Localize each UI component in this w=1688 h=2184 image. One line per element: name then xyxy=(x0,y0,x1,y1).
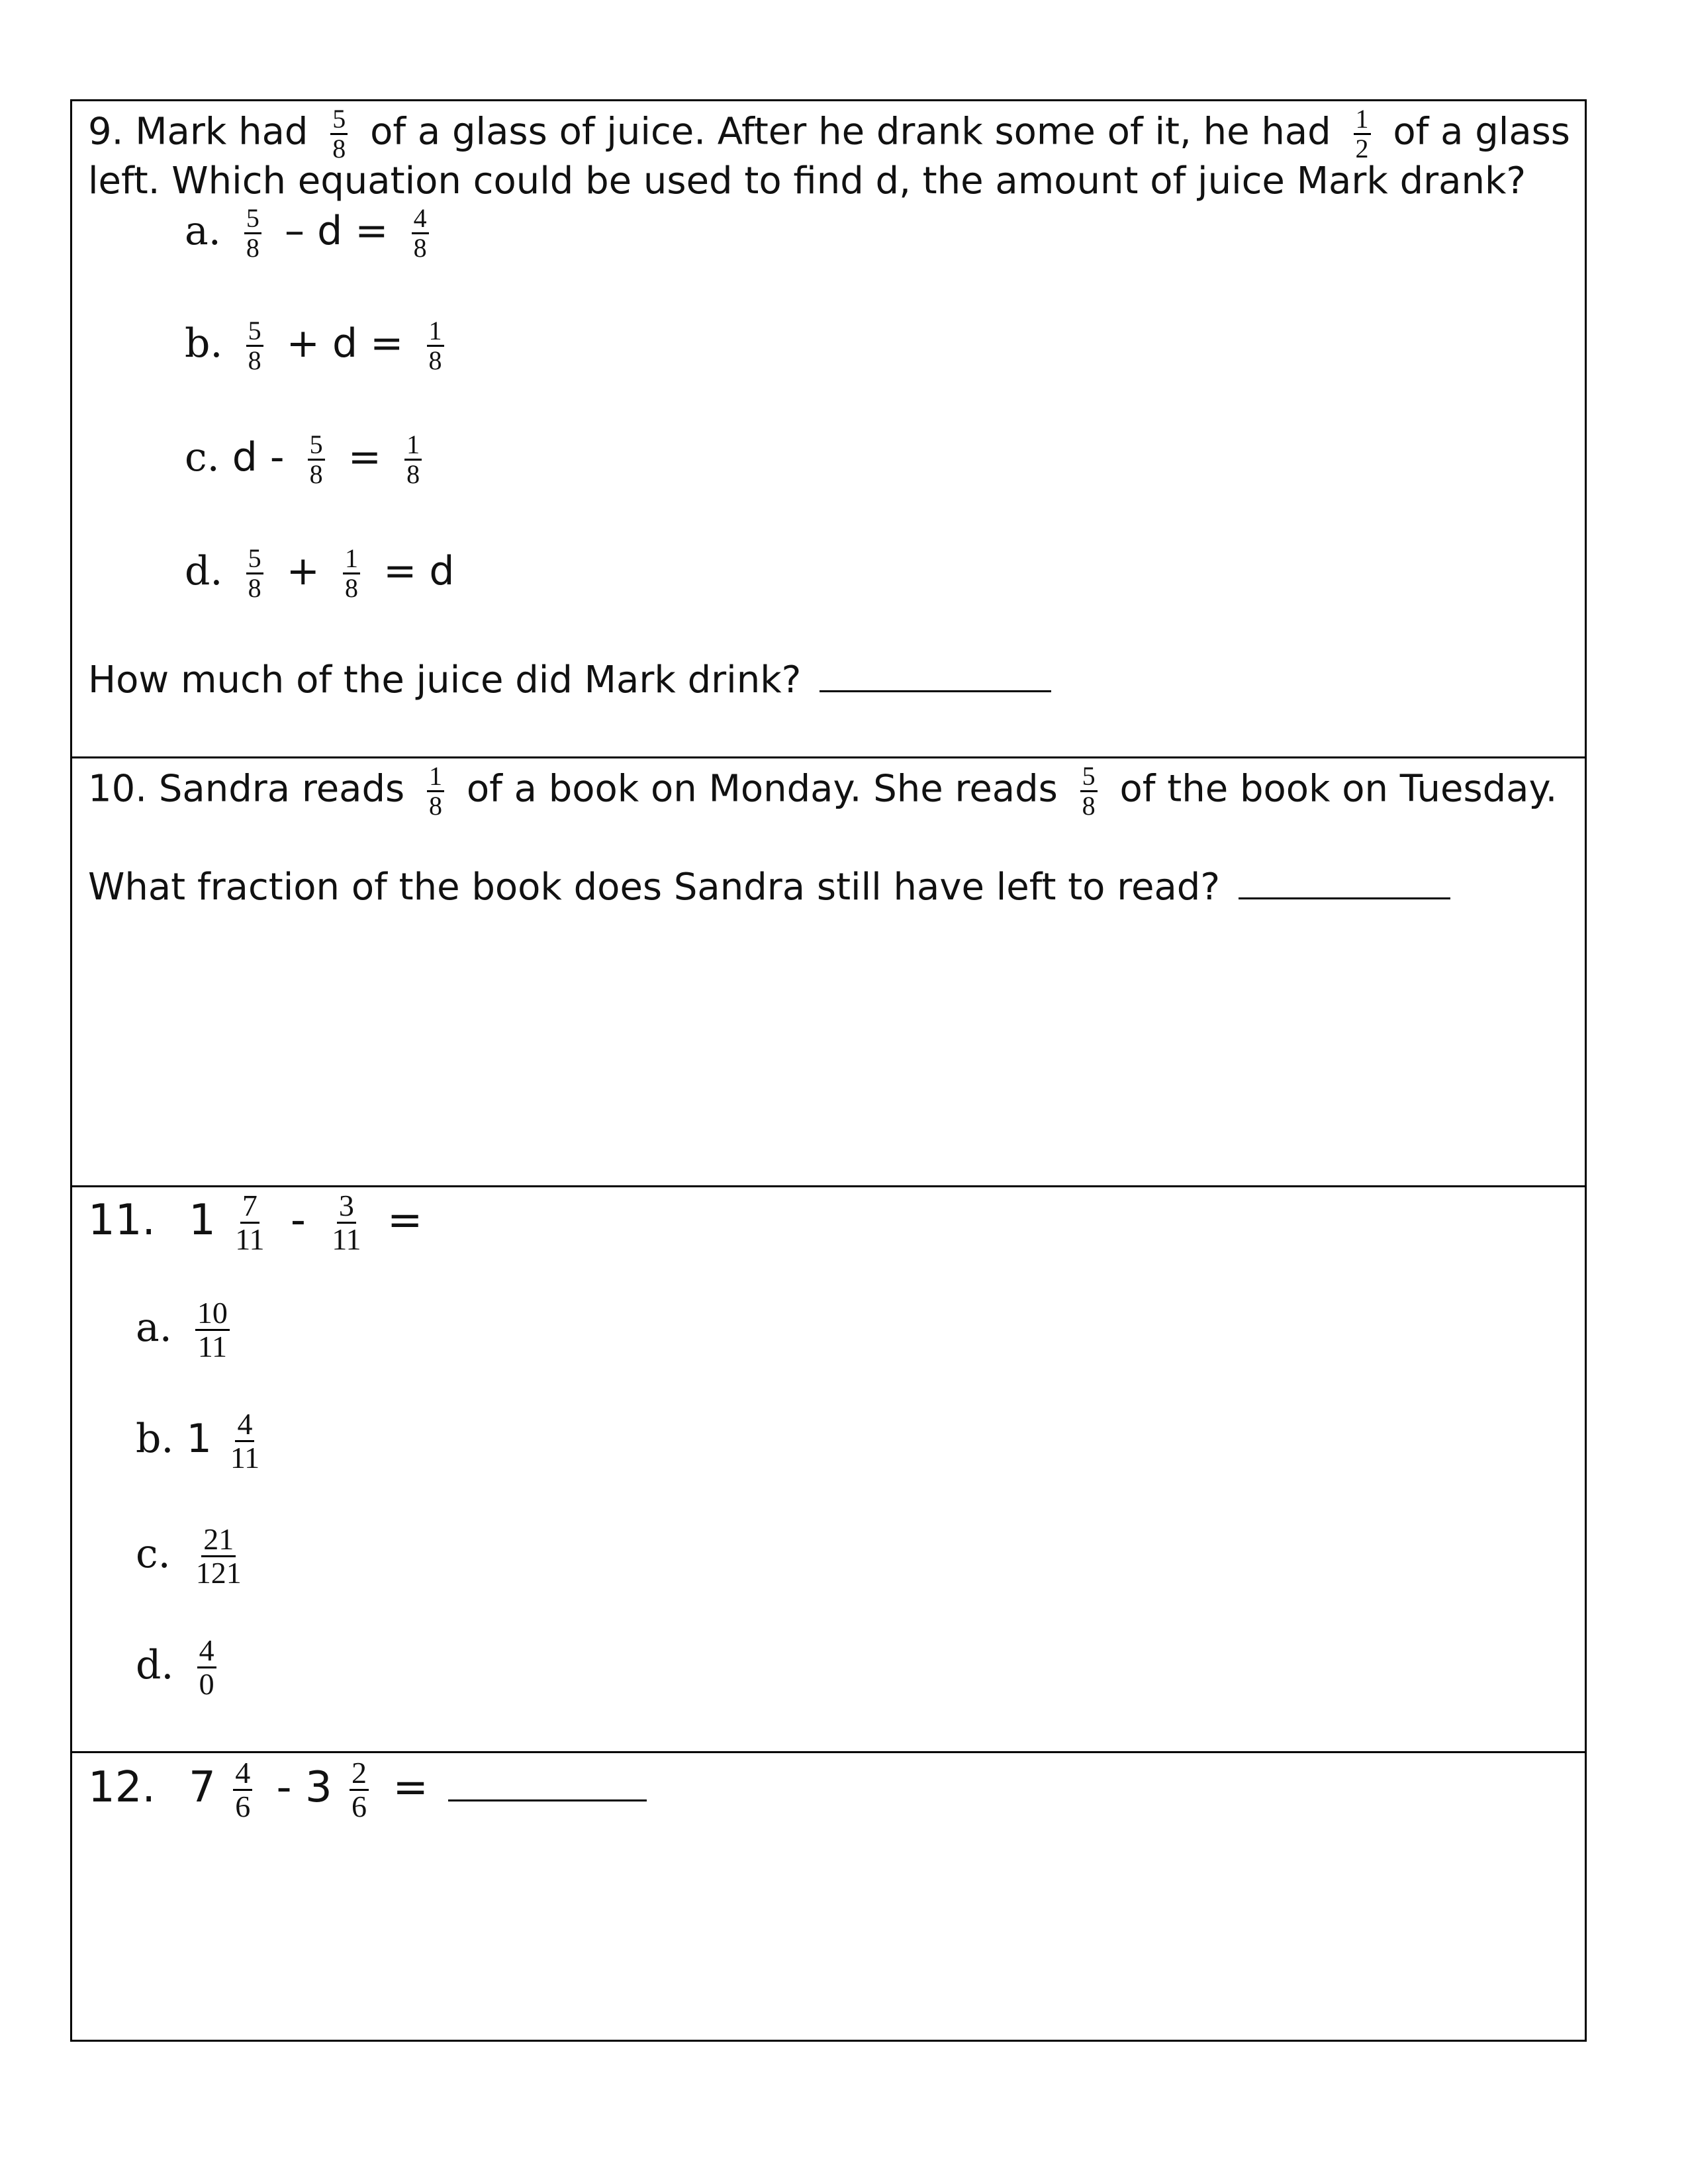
q9-fraction-start-den: 8 xyxy=(332,134,346,163)
question-10-cell xyxy=(72,756,1585,1185)
q11-option-a-letter: a. xyxy=(136,1304,172,1351)
q9-option-d-frac2 xyxy=(343,543,360,603)
q10-text-3: of the book on Tuesday. xyxy=(1119,767,1558,811)
q9-answer-line xyxy=(88,657,1051,704)
q9-fraction-start xyxy=(330,104,348,163)
q9-option-c-frac2-num: 1 xyxy=(404,432,422,461)
q9-option-d xyxy=(185,543,455,603)
q9-option-b-frac2-num: 1 xyxy=(427,318,444,347)
q9-fraction-left xyxy=(1354,104,1371,163)
q9-option-a-frac1 xyxy=(244,203,261,263)
q11-option-b-frac-den: 11 xyxy=(230,1441,260,1475)
q11-option-b-frac xyxy=(228,1407,261,1475)
q12-fraction-1-num: 4 xyxy=(233,1758,252,1791)
q11-whole: 1 xyxy=(189,1196,216,1246)
q9-answer-blank[interactable] xyxy=(820,684,1051,692)
q11-fraction-2-num: 3 xyxy=(337,1191,356,1224)
q9-option-c xyxy=(185,432,432,487)
q9-option-c-op: = xyxy=(348,434,382,481)
q9-fraction-left-num: 1 xyxy=(1354,107,1371,135)
q12-number: 12. xyxy=(88,1763,156,1813)
q11-option-d-letter: d. xyxy=(136,1642,174,1689)
q12-fraction-1 xyxy=(233,1758,252,1821)
q9-option-c-frac1-num: 5 xyxy=(308,432,325,461)
q10-fraction-monday-num: 1 xyxy=(427,764,444,792)
q11-option-c-frac xyxy=(194,1522,244,1590)
q10-fraction-tuesday-num: 5 xyxy=(1080,764,1098,792)
q9-option-a-frac1-den: 8 xyxy=(246,233,259,263)
q11-option-a-frac xyxy=(195,1298,230,1361)
q9-option-a-frac2-num: 4 xyxy=(412,206,429,234)
q12-fraction-1-den: 6 xyxy=(235,1790,251,1823)
q12-fraction-2-num: 2 xyxy=(350,1758,369,1791)
q9-option-b-frac1 xyxy=(246,318,263,373)
q11-option-d-frac-den: 0 xyxy=(199,1667,214,1701)
q10-text-2: of a book on Monday. She reads xyxy=(466,767,1058,811)
q9-option-a-frac1-num: 5 xyxy=(244,206,261,234)
q11-fraction-2 xyxy=(330,1191,363,1254)
q11-option-b-frac-num: 4 xyxy=(235,1410,254,1442)
q11-option-d-frac-num: 4 xyxy=(197,1636,216,1668)
q9-option-b-frac1-den: 8 xyxy=(248,345,261,375)
q10-fraction-monday-den: 8 xyxy=(429,791,442,821)
q10-answer-blank[interactable] xyxy=(1239,891,1450,899)
q9-option-c-pre: d - xyxy=(232,434,285,481)
q9-option-c-frac2-den: 8 xyxy=(406,459,420,489)
q11-option-c-frac-num: 21 xyxy=(201,1525,236,1557)
question-11-cell xyxy=(72,1185,1585,1751)
q10-fraction-tuesday-den: 8 xyxy=(1082,791,1096,821)
q9-option-b-letter: b. xyxy=(185,320,223,367)
q9-option-a-op: – d = xyxy=(285,208,389,255)
worksheet-table xyxy=(70,99,1587,2042)
q9-option-b xyxy=(185,318,455,373)
question-12-cell xyxy=(72,1751,1585,2040)
question-9-cell xyxy=(72,101,1585,756)
q11-option-a-frac-num: 10 xyxy=(195,1298,230,1331)
q9-option-b-frac2 xyxy=(427,318,444,373)
q11-equals: = xyxy=(387,1196,423,1246)
q10-line-1 xyxy=(88,761,1558,821)
q10-fraction-tuesday xyxy=(1080,761,1098,821)
q11-option-b xyxy=(136,1407,272,1475)
q11-option-a-frac-den: 11 xyxy=(197,1330,228,1363)
q10-fraction-monday xyxy=(427,761,444,821)
q9-option-a-frac2 xyxy=(412,203,429,263)
q11-problem xyxy=(88,1191,423,1254)
q11-option-c xyxy=(136,1522,254,1590)
q11-option-a xyxy=(136,1298,240,1361)
q12-minus: - 3 xyxy=(276,1763,332,1813)
q9-option-d-frac2-den: 8 xyxy=(345,573,358,603)
q9-fraction-start-num: 5 xyxy=(330,107,348,135)
q9-answer-prompt: How much of the juice did Mark drink? xyxy=(88,659,802,702)
q9-option-c-frac2 xyxy=(404,432,422,487)
q9-fraction-left-den: 2 xyxy=(1355,134,1369,163)
q9-intro-1: 9. Mark had xyxy=(88,110,308,154)
q9-intro-2: of a glass of juice. After he drank some of it, he had xyxy=(370,110,1331,154)
q12-whole-1: 7 xyxy=(189,1763,216,1813)
q11-fraction-1 xyxy=(233,1191,266,1254)
q9-option-a-letter: a. xyxy=(185,208,221,255)
q9-option-d-op: + xyxy=(286,548,320,595)
q9-option-a-frac2-den: 8 xyxy=(413,233,427,263)
q12-answer-blank[interactable] xyxy=(448,1793,647,1801)
q9-option-d-frac1-den: 8 xyxy=(248,573,261,603)
q9-option-a xyxy=(185,203,440,263)
q9-option-b-frac2-den: 8 xyxy=(428,345,442,375)
q11-number: 11. xyxy=(88,1196,156,1246)
q9-option-b-op: + d = xyxy=(286,320,404,367)
q11-fraction-1-num: 7 xyxy=(240,1191,259,1224)
q9-option-c-letter: c. xyxy=(185,434,220,481)
q9-line-2: left. Which equation could be used to find d, the amount of juice Mark drank? xyxy=(88,159,1526,203)
q9-option-d-frac2-num: 1 xyxy=(343,546,360,574)
q10-answer-prompt: What fraction of the book does Sandra still have left to read? xyxy=(88,866,1221,909)
q9-option-d-post: = d xyxy=(383,548,455,595)
q11-fraction-2-den: 11 xyxy=(332,1222,361,1256)
q9-option-d-frac1-num: 5 xyxy=(246,546,263,574)
q11-option-d xyxy=(136,1633,227,1701)
q12-fraction-2-den: 6 xyxy=(352,1790,367,1823)
q9-option-d-frac1 xyxy=(246,543,263,603)
q9-intro-3: of a glass xyxy=(1393,110,1570,154)
q9-option-c-frac1-den: 8 xyxy=(309,459,323,489)
q10-text-1: 10. Sandra reads xyxy=(88,767,405,811)
q9-option-d-letter: d. xyxy=(185,548,223,595)
q11-option-c-letter: c. xyxy=(136,1531,171,1578)
q11-minus: - xyxy=(290,1196,306,1246)
q12-fraction-2 xyxy=(350,1758,369,1821)
q9-option-c-frac1 xyxy=(308,432,325,487)
q11-option-b-letter: b. xyxy=(136,1416,174,1463)
q10-answer-line xyxy=(88,864,1450,911)
q12-problem xyxy=(88,1758,647,1821)
q12-equals: = xyxy=(393,1763,428,1813)
q11-option-d-frac xyxy=(197,1633,216,1701)
q11-fraction-1-den: 11 xyxy=(235,1222,265,1256)
q9-line-1 xyxy=(88,104,1570,163)
q11-option-c-frac-den: 121 xyxy=(195,1556,242,1590)
q11-option-b-whole: 1 xyxy=(186,1416,212,1463)
q9-option-b-frac1-num: 5 xyxy=(246,318,263,347)
